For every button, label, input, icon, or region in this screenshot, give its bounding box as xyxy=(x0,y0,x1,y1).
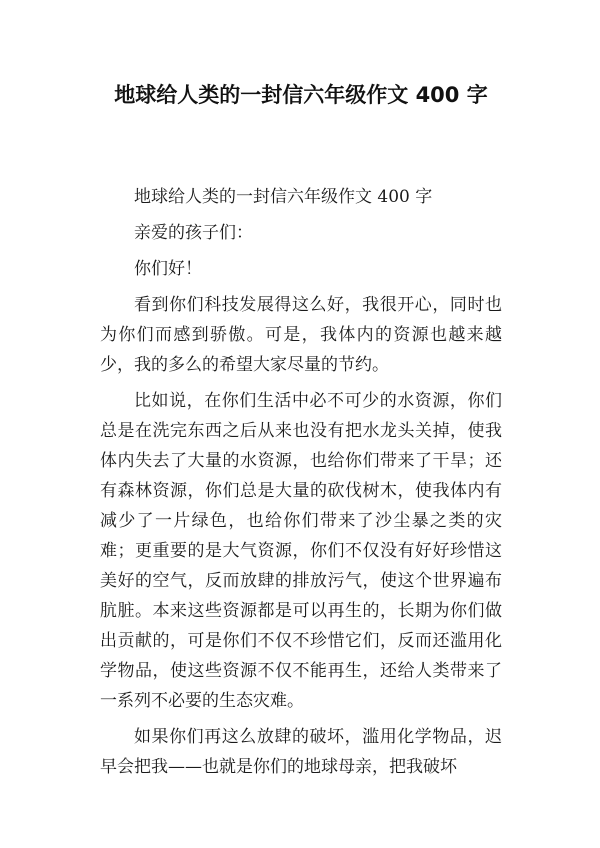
paragraph-greeting: 你们好！ xyxy=(134,259,202,279)
document-title: 地球给人类的一封信六年级作文 400 字 xyxy=(114,83,488,107)
paragraph-resources: 比如说，在你们生活中必不可少的水资源，你们总是在洗完东西之后从来也没有把水龙头关掉，使我体内失去了大量的水资源，也给你们带来了干旱；还有森林资源，你们总是大量的砍伐树木，使我体内有减少了一片绿色，也给你们带来了沙尘暴之类的灾难；更重要的是大气资源，你们不仅没有好好珍惜这美好的空气，反而放肆的排放污气，使这个世界遍布肮脏。本来这些资源都是可以再生的，长期为你们做出贡献的，可是你们不仅不珍惜它们，反而还滥用化学物品，使这些资源不仅不能再生，还给人类带来了一系列不必要的生态灾难。 xyxy=(100,391,502,711)
paragraph-salutation: 亲爱的孩子们： xyxy=(134,223,253,243)
paragraph-warning: 如果你们再这么放肆的破坏，滥用化学物品，迟早会把我——也就是你们的地球母亲，把我破坏 xyxy=(100,727,502,777)
paragraph-subtitle: 地球给人类的一封信六年级作文 400 字 xyxy=(134,187,433,207)
paragraph-intro: 看到你们科技发展得这么好，我很开心，同时也为你们而感到骄傲。可是，我体内的资源也越来越少，我的多么的希望大家尽量的节约。 xyxy=(100,295,502,375)
document-body xyxy=(100,182,502,788)
